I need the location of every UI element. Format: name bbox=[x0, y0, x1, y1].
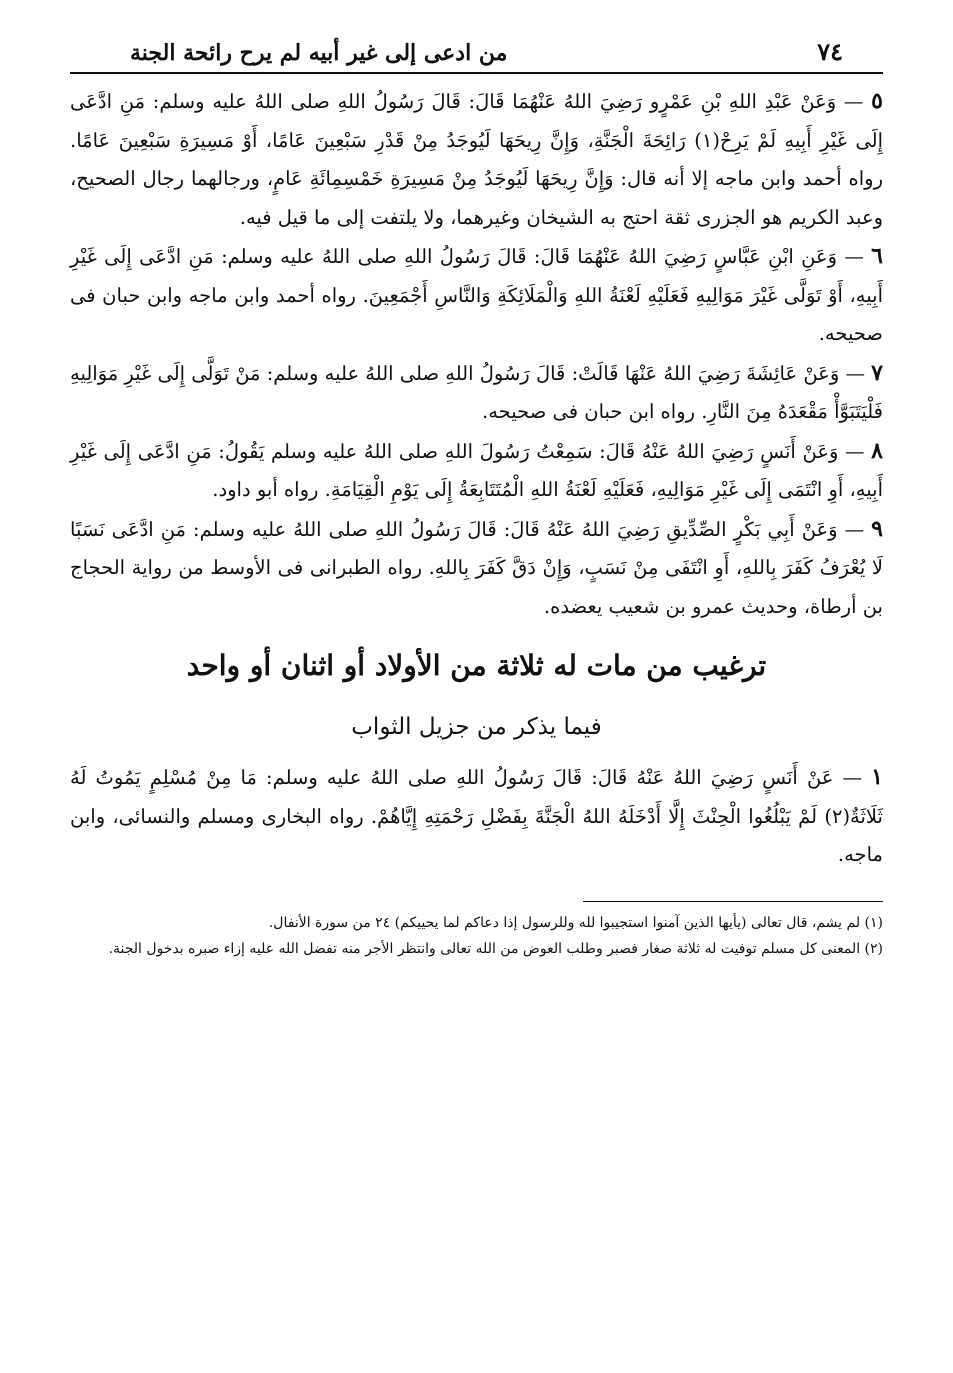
hadith-paragraph bbox=[70, 432, 883, 510]
footnote: (٢) المعنى كل مسلم توفيت له ثلاثة صغار فصبر وطلب العوض من الله تعالى وانتظر الأجر منه تفضل الله عليه إزاء صبره بدخول الجنة. bbox=[108, 940, 883, 957]
hadith-text: — عَنْ أَنَسٍ رَضِيَ اللهُ عَنْهُ قَالَ: قَالَ رَسُولُ اللهِ صلى اللهُ عليه وسلم: مَا مِنْ مُسْلِمٍ يَمُوتُ لَهُ ثَلَاثَةٌ(٢) لَمْ يَبْلُغُوا الْحِنْثَ إِلَّا أَدْخَلَهُ اللهُ الْجَنَّةَ بِفَضْلِ رَحْمَتِهِ إِيَّاهُمْ. رواه البخارى ومسلم والنسائى، وابن ماجه. bbox=[70, 766, 883, 866]
hadith-text: — وَعَنْ أَبِي بَكْرٍ الصِّدِّيقِ رَضِيَ اللهُ عَنْهُ قَالَ: قَالَ رَسُولُ اللهِ صلى اللهُ عليه وسلم: مَنِ ادَّعَى نَسَبًا لَا يُعْرَفُ كَفَرَ بِاللهِ، أَوِ انْتَفَى مِنْ نَسَبٍ، وَإِنْ دَقَّ كَفَرَ بِاللهِ. رواه الطبرانى فى الأوسط من رواية الحجاج بن أرطاة، وحديث عمرو بن شعيب يعضده. bbox=[70, 517, 883, 618]
hadith-number: ٦ bbox=[871, 243, 883, 269]
hadith-number: ٥ bbox=[871, 88, 883, 114]
hadith-paragraph bbox=[70, 354, 883, 432]
section-subtitle: فيما يذكر من جزيل الثواب bbox=[351, 714, 602, 740]
hadith-paragraph bbox=[70, 237, 883, 354]
hadith-number: ٧ bbox=[871, 359, 883, 386]
header-rule bbox=[70, 72, 883, 74]
hadith-text: — وَعَنِ ابْنِ عَبَّاسٍ رَضِيَ اللهُ عَنْهُمَا قَالَ: قَالَ رَسُولُ اللهِ صلى اللهُ عليه وسلم: مَنِ ادَّعَى إِلَى غَيْرِ أَبِيهِ، أَوْ تَوَلَّى غَيْرَ مَوَالِيهِ فَعَلَيْهِ لَعْنَةُ اللهِ وَالْمَلَائِكَةِ وَالنَّاسِ أَجْمَعِينَ. رواه أحمد وابن ماجه وابن حبان فى صحيحه. bbox=[70, 245, 883, 345]
running-title: من ادعى إلى غير أبيه لم يرح رائحة الجنة bbox=[130, 40, 508, 66]
section-title: ترغيب من مات له ثلاثة من الأولاد أو اثنان أو واحد bbox=[186, 649, 767, 682]
hadith-number: ١ bbox=[871, 764, 883, 790]
hadith-text: — وَعَنْ عَائِشَةَ رَضِيَ اللهُ عَنْهَا قَالَتْ: قَالَ رَسُولُ اللهِ صلى اللهُ عليه وسلم: مَنْ تَوَلَّى إِلَى غَيْرِ مَوَالِيهِ فَلْيَتَبَوَّأْ مَقْعَدَهُ مِنَ النَّارِ. رواه ابن حبان فى صحيحه. bbox=[70, 361, 883, 423]
footnote-rule bbox=[583, 901, 883, 902]
hadith-list-section bbox=[70, 758, 883, 875]
page-header bbox=[70, 28, 883, 66]
hadith-paragraph bbox=[70, 82, 883, 237]
hadith-number: ٩ bbox=[871, 515, 883, 542]
hadith-text: — وَعَنْ عَبْدِ اللهِ بْنِ عَمْرٍو رَضِيَ اللهُ عَنْهُمَا قَالَ: قَالَ رَسُولُ اللهِ صلى اللهُ عليه وسلم: مَنِ ادَّعَى إِلَى غَيْرِ أَبِيهِ لَمْ يَرِحْ(١) رَائِحَةَ الْجَنَّةِ، وَإِنَّ رِيحَهَا لَيُوجَدُ مِنْ قَدْرِ سَبْعِينَ عَامًا، أَوْ مَسِيرَةِ سَبْعِينَ عَامًا. رواه أحمد وابن ماجه إلا أنه قال: وَإِنَّ رِيحَهَا لَيُوجَدُ مِنْ مَسِيرَةِ خَمْسِمِائَةِ عَامٍ، ورجالهما رجال الصحيح، وعبد الكريم هو الجزرى ثقة احتج به الشيخان وغيرهما، ولا يلتفت إلى ما قيل فيه. bbox=[70, 90, 884, 229]
hadith-text: — وَعَنْ أَنَسٍ رَضِيَ اللهُ عَنْهُ قَالَ: سَمِعْتُ رَسُولَ اللهِ صلى اللهُ عليه وسلم يَقُولُ: مَنِ ادَّعَى إِلَى غَيْرِ أَبِيهِ، أَوِ انْتَمَى إِلَى غَيْرِ مَوَالِيهِ، فَعَلَيْهِ لَعْنَةُ اللهِ الْمُتَتَابِعَةُ إِلَى يَوْمِ الْقِيَامَةِ. رواه أبو داود. bbox=[70, 439, 883, 501]
footnotes bbox=[70, 910, 883, 962]
hadith-list bbox=[70, 82, 883, 626]
hadith-paragraph bbox=[70, 758, 883, 875]
hadith-number: ٨ bbox=[871, 437, 883, 464]
hadith-paragraph bbox=[70, 510, 883, 627]
footnote: (١) لم يشم، قال تعالى (يأيها الذين آمنوا استجيبوا لله وللرسول إذا دعاكم لما يحييكم) ٢٤ من سورة الأنفال. bbox=[268, 914, 883, 931]
page-number: ٧٤ bbox=[817, 37, 843, 66]
